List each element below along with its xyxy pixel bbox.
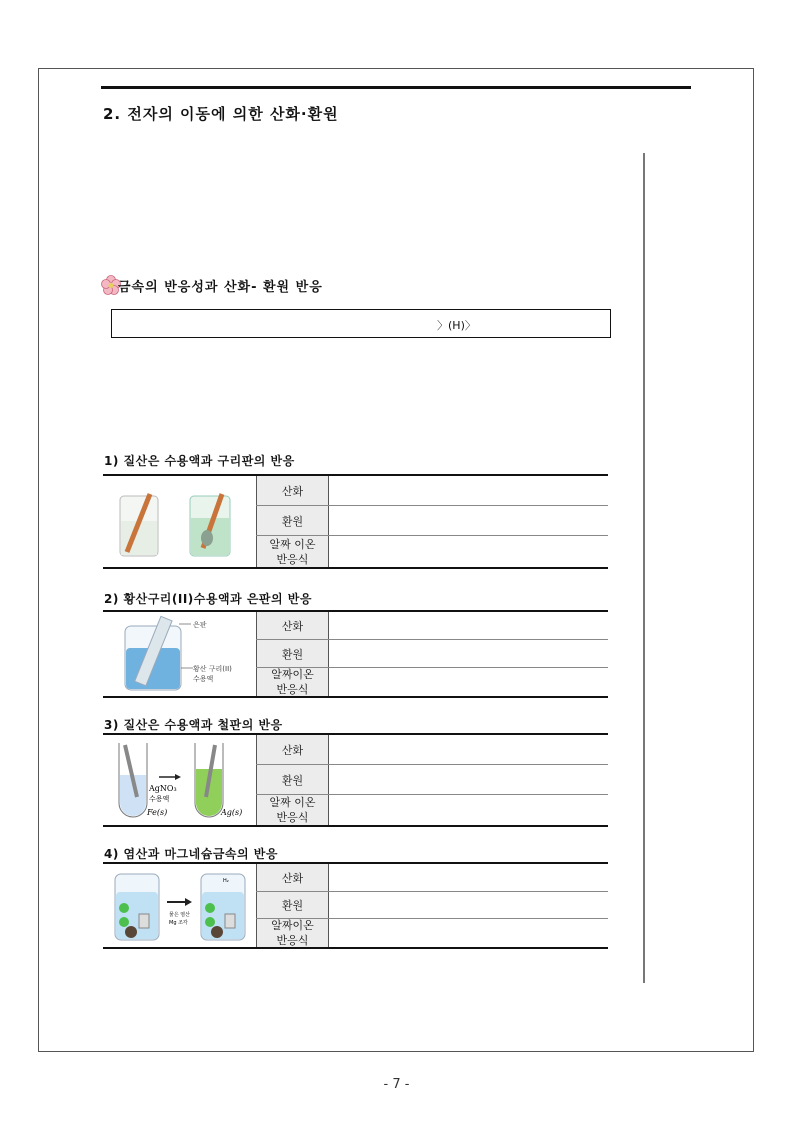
solution-label: 황산 구리(II): [193, 665, 232, 673]
ag-label: Ag(s): [221, 808, 243, 817]
section-1-title: 1) 질산은 수용액과 구리판의 반응: [104, 454, 295, 468]
answer-oxidation-4[interactable]: [329, 864, 608, 891]
page-title: 2. 전자의 이동에 의한 산화·환원: [103, 105, 339, 123]
label-reduction: 환원: [256, 892, 329, 919]
answer-reduction-1[interactable]: [329, 506, 608, 535]
header-rule: [101, 86, 691, 89]
reaction-table-4: [103, 862, 608, 949]
label-oxidation: 산화: [256, 864, 329, 892]
label-net-ionic: 알짜이온 반응식: [256, 919, 329, 947]
label-net-ionic: 알짜 이온 반응식: [256, 536, 329, 567]
answer-net-ionic-4[interactable]: [329, 919, 608, 947]
copper-beakers-image: [103, 476, 255, 567]
reactivity-heading: 금속의 반응성과 산화- 환원 반응: [118, 280, 323, 295]
label-net-ionic: 알짜 이온 반응식: [256, 795, 329, 825]
label-reduction: 환원: [256, 506, 329, 536]
label-reduction: 환원: [256, 640, 329, 668]
h2-label: H₂: [223, 878, 229, 884]
reaction-table-3: [103, 733, 608, 827]
label-oxidation: 산화: [256, 476, 329, 506]
answer-oxidation-2[interactable]: [329, 612, 608, 639]
answer-reduction-3[interactable]: [329, 765, 608, 794]
answer-net-ionic-1[interactable]: [329, 536, 608, 566]
section-2-title: 2) 황산구리(II)수용액과 은판의 반응: [104, 592, 312, 606]
silver-plate-beaker-image: [103, 612, 255, 696]
section-3-title: 3) 질산은 수용액과 철판의 반응: [104, 718, 283, 732]
margin-rule: [643, 153, 645, 983]
reaction-table-2: [103, 610, 608, 698]
reaction-table-1: [103, 474, 608, 569]
iron-test-tubes-image: [103, 735, 255, 825]
answer-oxidation-1[interactable]: [329, 476, 608, 505]
answer-net-ionic-3[interactable]: [329, 795, 608, 825]
reactivity-series-box[interactable]: [111, 309, 611, 338]
reactivity-series-text: 〉(H)〉: [437, 319, 476, 332]
page-number: - 7 -: [383, 1077, 410, 1092]
answer-reduction-2[interactable]: [329, 640, 608, 667]
label-reduction: 환원: [256, 765, 329, 795]
answer-net-ionic-2[interactable]: [329, 668, 608, 696]
label-oxidation: 산화: [256, 612, 329, 640]
acid-label: 묽은 염산: [169, 912, 190, 918]
plate-label: 은판: [193, 621, 207, 629]
section-4-title: 4) 염산과 마그네슘금속의 반응: [104, 847, 278, 861]
fe-label: Fe(s): [147, 808, 168, 817]
label-oxidation: 산화: [256, 735, 329, 765]
reagent-sub-label: 수용액: [149, 795, 170, 803]
label-net-ionic: 알짜이온 반응식: [256, 668, 329, 696]
reagent-label: AgNO₃: [149, 784, 177, 793]
answer-reduction-4[interactable]: [329, 892, 608, 918]
mg-label: Mg 조각: [169, 920, 188, 926]
answer-oxidation-3[interactable]: [329, 735, 608, 764]
solution-label-2: 수용액: [193, 675, 214, 683]
magnesium-beakers-image: [103, 864, 255, 947]
